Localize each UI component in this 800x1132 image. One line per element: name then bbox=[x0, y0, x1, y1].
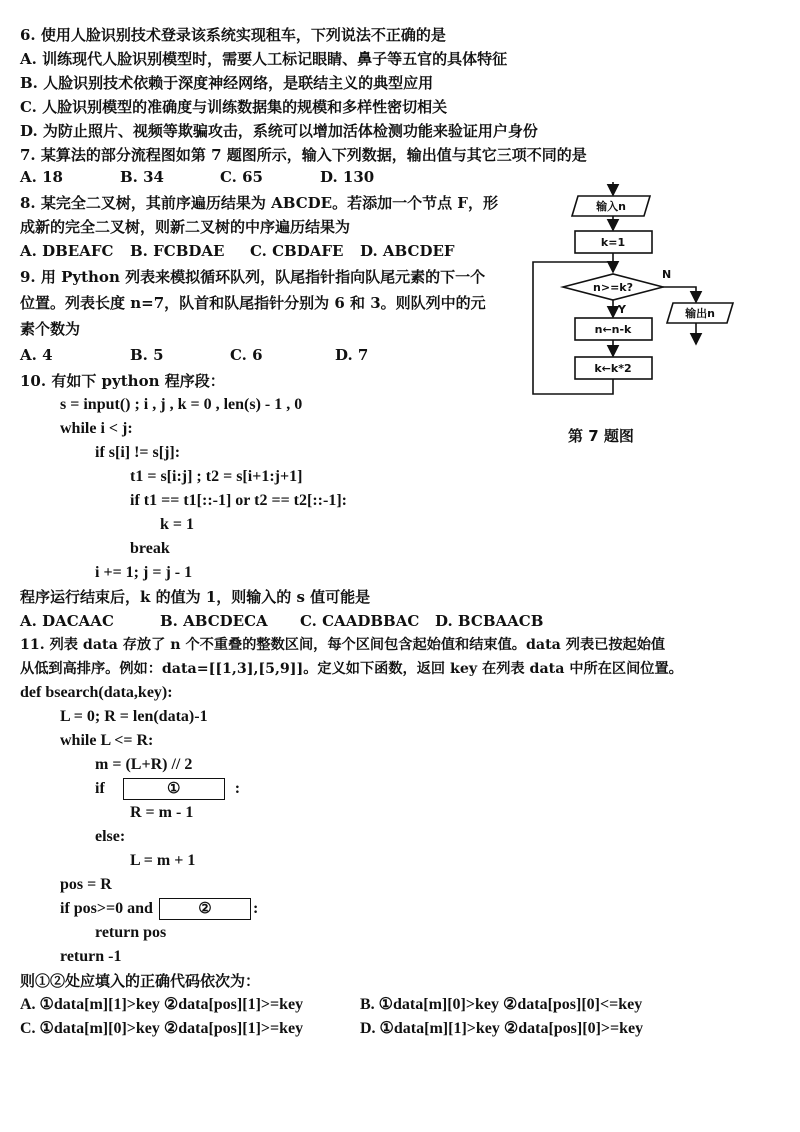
q7-option-c: C. 65 bbox=[220, 168, 263, 186]
q11-code-line: return -1 bbox=[60, 948, 122, 965]
q10-code-line: break bbox=[130, 540, 170, 557]
q11-code-line: L = m + 1 bbox=[130, 852, 196, 869]
q6-option-d: D. 为防止照片、视频等欺骗攻击，系统可以增加活体检测功能来验证用户身份 bbox=[20, 122, 538, 140]
q7-option-d: D. 130 bbox=[320, 168, 375, 186]
q9-stem-line2: 位置。列表长度 n=7，队首和队尾指针分别为 6 和 3。则队列中的元 bbox=[20, 294, 486, 312]
q8-stem-line1: 8. 某完全二叉树，其前序遍历结果为 ABCDE。若添加一个节点 F，形 bbox=[20, 194, 498, 212]
q11-code-line: while L <= R: bbox=[60, 732, 154, 749]
q7-option-a: A. 18 bbox=[20, 168, 63, 186]
decision-label: n>=k? bbox=[593, 281, 633, 294]
q9-option-c: C. 6 bbox=[230, 346, 263, 364]
q11-if-pos-text: if pos>=0 and bbox=[60, 900, 153, 917]
q7-stem: 7. 某算法的部分流程图如第 7 题图所示，输入下列数据，输出值与其它三项不同的是 bbox=[20, 146, 587, 164]
q8-options bbox=[20, 240, 520, 262]
q11-stem-line1: 11. 列表 data 存放了 n 个不重叠的整数区间，每个区间包含起始值和结束值。data 列表已按起始值 bbox=[20, 637, 666, 653]
q11-code-line: return pos bbox=[95, 924, 167, 941]
q11-code-line: m = (L+R) // 2 bbox=[95, 756, 193, 773]
q9-stem-line3: 素个数为 bbox=[20, 320, 81, 338]
step1-label: n←n-k bbox=[594, 323, 632, 336]
q6-option-c: C. 人脸识别模型的准确度与训练数据集的规模和多样性密切相关 bbox=[20, 98, 448, 116]
q7-flowchart bbox=[528, 182, 768, 412]
q10-code-line: k = 1 bbox=[160, 516, 195, 533]
q11-question: 则①②处应填入的正确代码依次为： bbox=[20, 972, 261, 990]
q10-stem: 10. 有如下 python 程序段： bbox=[20, 372, 225, 390]
q9-option-b: B. 5 bbox=[130, 346, 164, 364]
q10-code-line: while i < j: bbox=[60, 420, 133, 437]
q10-option-d: D. BCBAACB bbox=[435, 612, 544, 630]
step2-label: k←k*2 bbox=[594, 362, 632, 375]
q10-code-line: i += 1; j = j - 1 bbox=[95, 564, 193, 581]
q11-if-keyword: if bbox=[95, 780, 105, 797]
q7-options bbox=[20, 166, 520, 188]
q11-stem-line2: 从低到高排序。例如：data=[[1,3],[5,9]]。定义如下函数，返回 key 在列表 data 中所在区间位置。 bbox=[20, 661, 683, 677]
output-label: 输出n bbox=[685, 307, 715, 320]
q7-option-b: B. 34 bbox=[120, 168, 164, 186]
q11-option-d: D. ①data[m][1]>key ②data[pos][0]>=key bbox=[360, 1020, 644, 1037]
q11-option-c: C. ①data[m][0]>key ②data[pos][1]>=key bbox=[20, 1020, 304, 1037]
no-branch bbox=[663, 287, 696, 302]
colon: : bbox=[230, 780, 241, 797]
q11-option-a: A. ①data[m][1]>key ②data[pos][1]>=key bbox=[20, 996, 304, 1013]
q11-option-b: B. ①data[m][0]>key ②data[pos][0]<=key bbox=[360, 996, 643, 1013]
q9-option-a: A. 4 bbox=[20, 346, 53, 364]
q11-code-line: pos = R bbox=[60, 876, 112, 893]
q7-figure-caption: 第 7 题图 bbox=[568, 427, 634, 445]
q10-option-c: C. CAADBBAC bbox=[300, 612, 420, 630]
q10-code-line: if t1 == t1[::-1] or t2 == t2[::-1]: bbox=[130, 492, 347, 509]
q11-code-line: else: bbox=[95, 828, 126, 845]
input-label: 输入n bbox=[596, 200, 626, 213]
q6-option-b: B. 人脸识别技术依赖于深度神经网络，是联结主义的典型应用 bbox=[20, 74, 434, 92]
q6-option-a: A. 训练现代人脸识别模型时，需要人工标记眼睛、鼻子等五官的具体特征 bbox=[20, 50, 508, 68]
q9-option-d: D. 7 bbox=[335, 346, 369, 364]
q9-options bbox=[20, 344, 520, 366]
q10-question: 程序运行结束后，k 的值为 1，则输入的 s 值可能是 bbox=[20, 588, 371, 606]
q11-if-line bbox=[95, 778, 240, 800]
q11-if-pos-line bbox=[60, 898, 258, 920]
q6-stem: 6. 使用人脸识别技术登录该系统实现租车，下列说法不正确的是 bbox=[20, 26, 446, 44]
q9-stem-line1: 9. 用 Python 列表来模拟循环队列，队尾指针指向队尾元素的下一个 bbox=[20, 268, 486, 286]
q11-def-line: def bsearch(data,key): bbox=[20, 684, 173, 701]
yes-label: Y bbox=[618, 303, 626, 316]
q8-option-a: A. DBEAFC bbox=[20, 242, 114, 260]
q10-option-b: B. ABCDECA bbox=[160, 612, 268, 630]
q8-option-d: D. ABCDEF bbox=[360, 242, 455, 260]
q11-code-line: R = m - 1 bbox=[130, 804, 194, 821]
q8-option-c: C. CBDAFE bbox=[250, 242, 344, 260]
blank-2: ② bbox=[159, 898, 251, 920]
no-label: N bbox=[662, 268, 672, 281]
q8-option-b: B. FCBDAE bbox=[130, 242, 225, 260]
q10-option-a: A. DACAAC bbox=[20, 612, 114, 630]
q10-options bbox=[20, 610, 620, 632]
q10-code-line: t1 = s[i:j] ; t2 = s[i+1:j+1] bbox=[130, 468, 303, 485]
init-label: k=1 bbox=[600, 236, 626, 249]
q11-code-line: L = 0; R = len(data)-1 bbox=[60, 708, 208, 725]
q10-code-line: s = input() ; i , j , k = 0 , len(s) - 1 , 0 bbox=[60, 396, 303, 413]
q8-stem-line2: 成新的完全二叉树，则新二叉树的中序遍历结果为 bbox=[20, 218, 351, 236]
colon: : bbox=[252, 900, 259, 917]
blank-1: ① bbox=[123, 778, 225, 800]
q10-code-line: if s[i] != s[j]: bbox=[95, 444, 181, 461]
